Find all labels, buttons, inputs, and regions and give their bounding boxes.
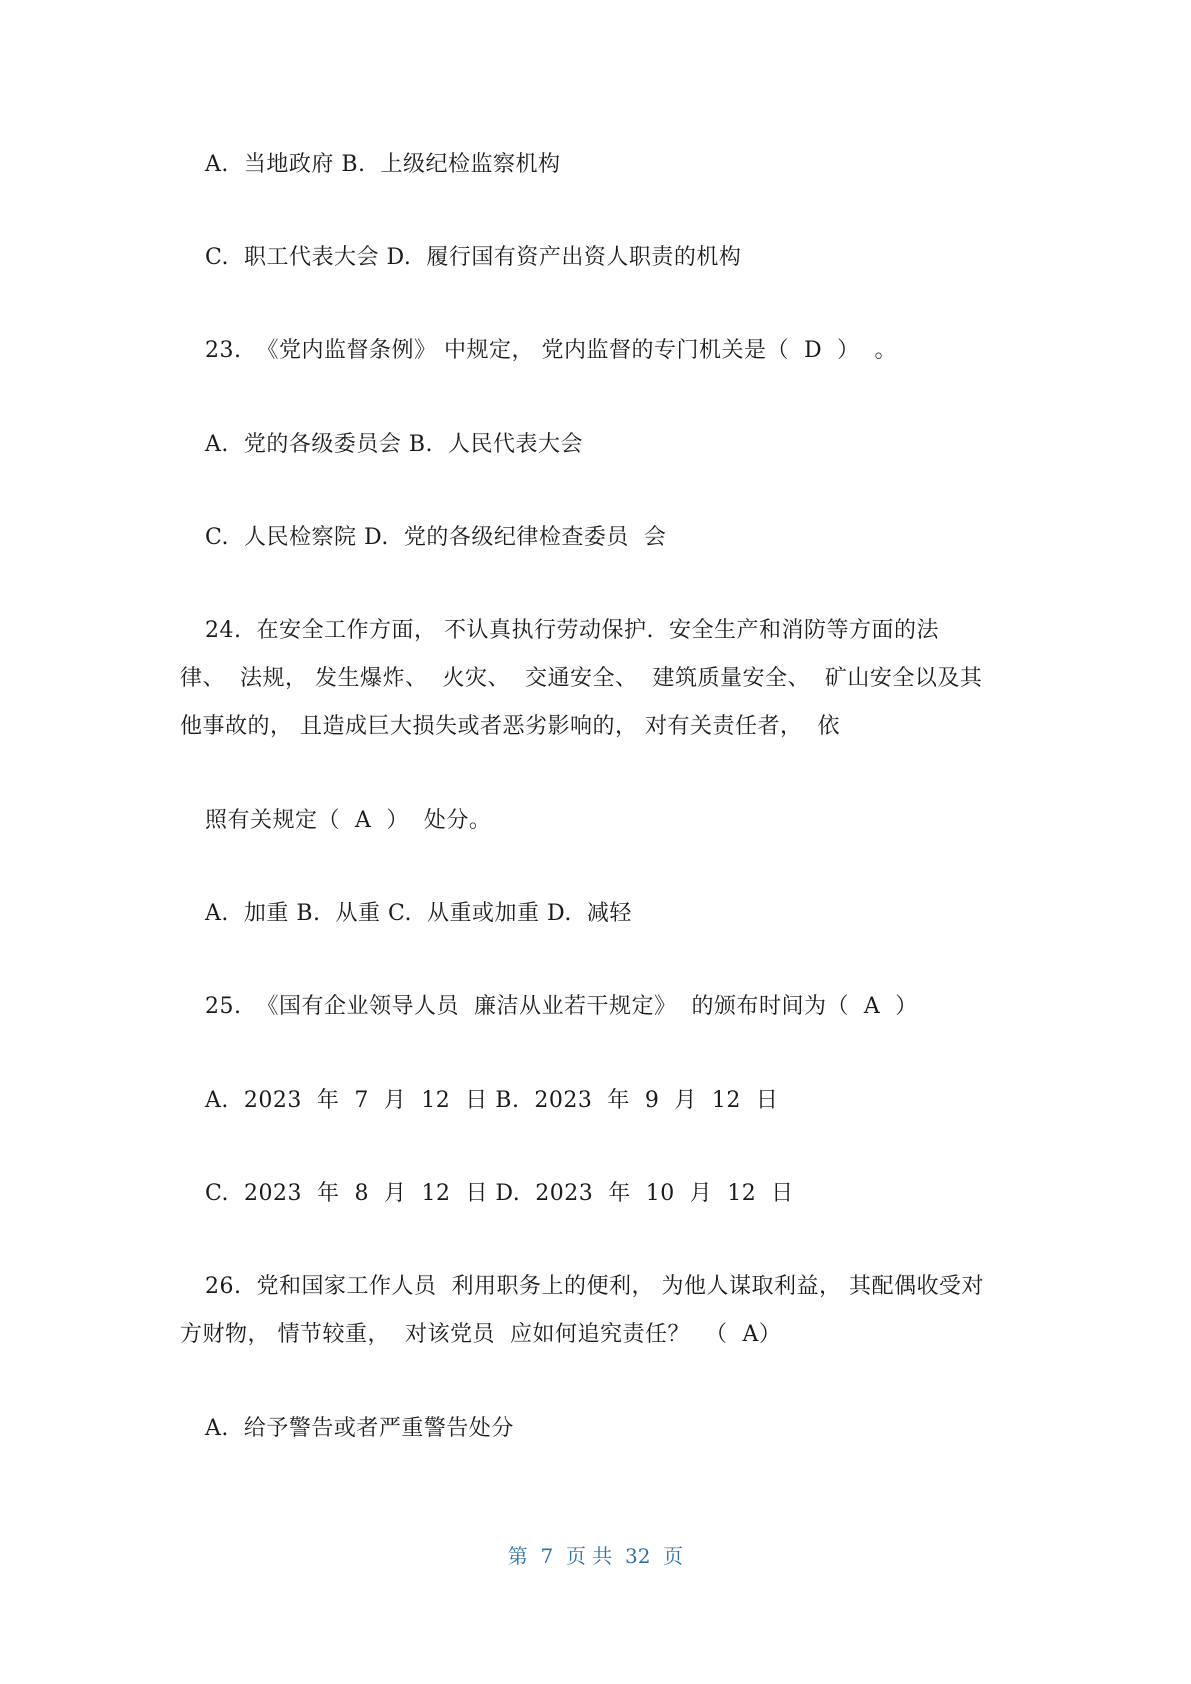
option-line: C. 职工代表大会 D. 履行国有资产出资人职责的机构 <box>205 245 742 270</box>
option-line: A. 加重 B. 从重 C. 从重或加重 D. 减轻 <box>205 901 632 926</box>
option-line: A. 2023 年 7 月 12 日 B. 2023 年 9 月 12 日 <box>205 1088 779 1113</box>
page-footer: 第 7 页 共 32 页 <box>507 1544 684 1568</box>
option-line: C. 人民检察院 D. 党的各级纪律检查委员 会 <box>205 525 667 550</box>
question-line: 方财物， 情节较重， 对该党员 应如何追究责任？ （ A） <box>180 1322 782 1347</box>
question-line: 23. 《党内监督条例》 中规定， 党内监督的专门机关是（ D ） 。 <box>205 338 898 363</box>
question-line: 照有关规定（ A ） 处分。 <box>205 808 492 833</box>
option-line: A. 给予警告或者严重警告处分 <box>205 1416 514 1441</box>
question-line: 24. 在安全工作方面， 不认真执行劳动保护. 安全生产和消防等方面的法 <box>205 618 939 643</box>
question-line: 律、 法规， 发生爆炸、 火灾、 交通安全、 建筑质量安全、 矿山安全以及其 <box>180 666 983 691</box>
option-line: C. 2023 年 8 月 12 日 D. 2023 年 10 月 12 日 <box>205 1181 794 1206</box>
question-line: 他事故的， 且造成巨大损失或者恶劣影响的， 对有关责任者， 依 <box>180 714 840 739</box>
question-line: 25. 《国有企业领导人员 廉洁从业若干规定》 的颁布时间为（ A ） <box>205 994 918 1019</box>
question-line: 26. 党和国家工作人员 利用职务上的便利， 为他人谋取利益， 其配偶收受对 <box>205 1274 984 1299</box>
option-line: A. 党的各级委员会 B. 人民代表大会 <box>205 432 584 457</box>
option-line: A. 当地政府 B. 上级纪检监察机构 <box>205 152 561 177</box>
